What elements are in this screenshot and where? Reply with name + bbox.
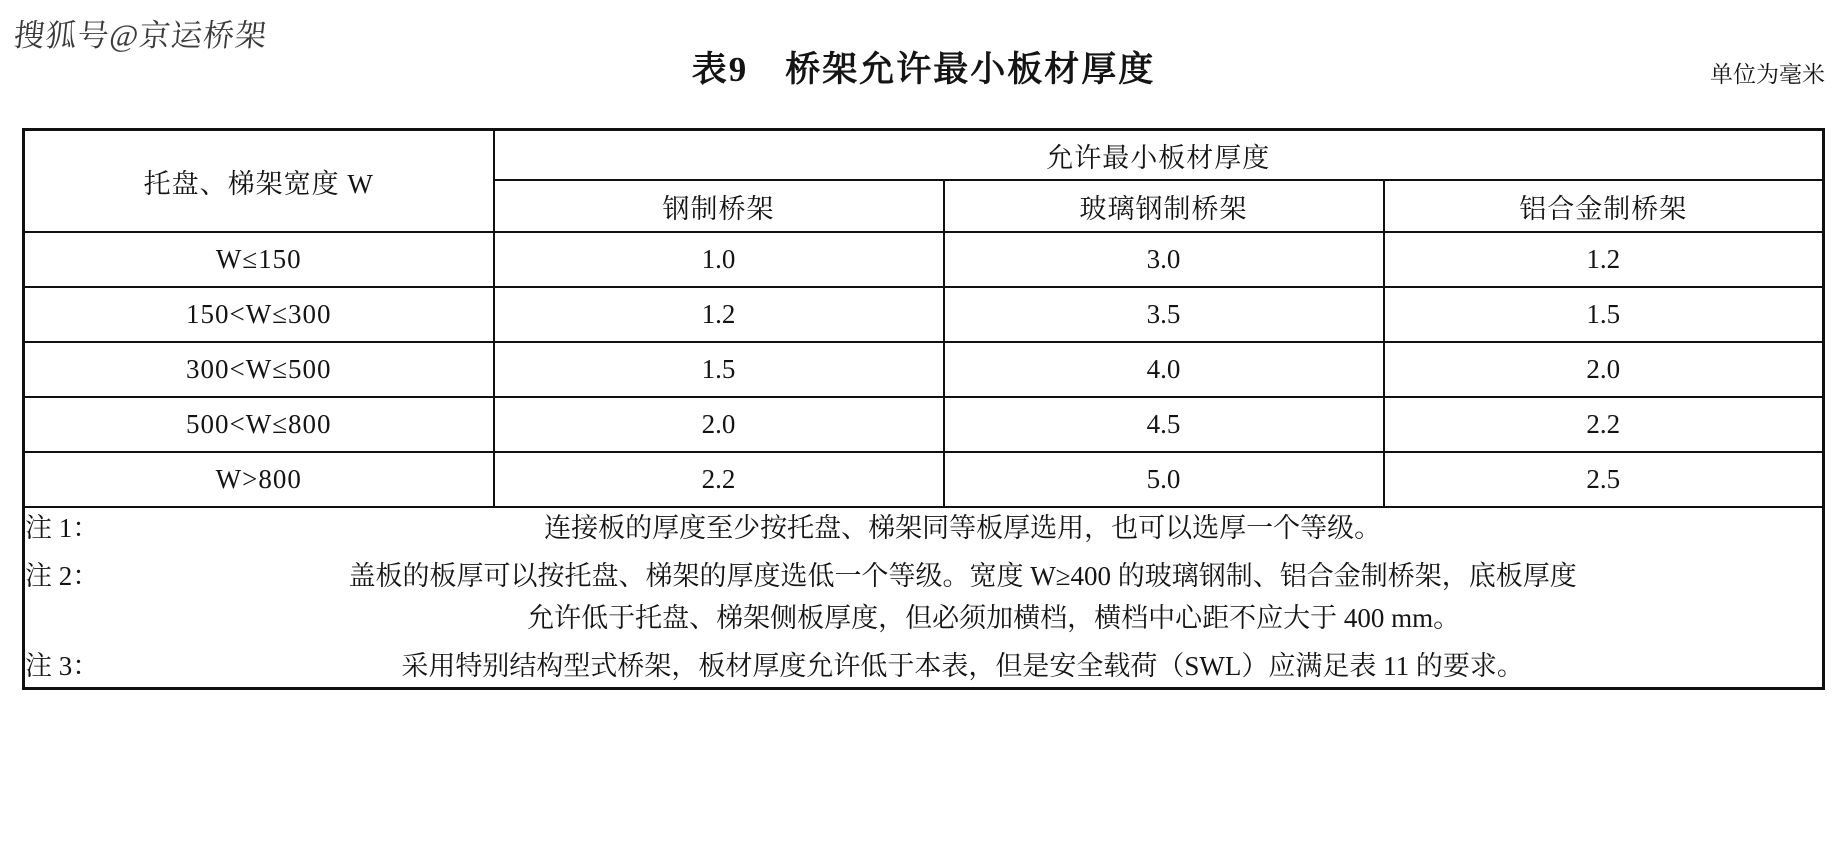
header-cell-group: 允许最小板材厚度 [494, 130, 1824, 181]
note-item [25, 508, 1822, 550]
note-label: 注 1： [25, 513, 100, 543]
table-row [24, 342, 1824, 397]
page-title: 表9 桥架允许最小板材厚度 [691, 50, 1156, 89]
cell-steel: 2.2 [494, 452, 944, 507]
cell-frp: 3.5 [944, 287, 1384, 342]
cell-aluminium: 1.2 [1384, 232, 1824, 287]
unit-note: 单位为毫米 [1710, 62, 1825, 87]
table-row [24, 287, 1824, 342]
header-cell-width: 托盘、梯架宽度 W [24, 130, 494, 233]
header-cell-frp: 玻璃钢制桥架 [944, 180, 1384, 232]
note-text-line1: 盖板的板厚可以按托盘、梯架的厚度选低一个等级。宽度 W≥400 的玻璃钢制、铝合金制桥架，底板厚度 [348, 560, 1577, 591]
note-label: 注 2： [25, 560, 100, 591]
watermark-text: 搜狐号@京运桥架 [11, 18, 270, 53]
cell-frp: 4.0 [944, 342, 1384, 397]
cell-aluminium: 1.5 [1384, 287, 1824, 342]
cell-width: W≤150 [24, 232, 494, 287]
table-row [24, 397, 1824, 452]
note-text-line2: 允许低于托盘、梯架侧板厚度，但必须加横档，横档中心距不应大于 400 mm。 [527, 602, 1461, 633]
cell-width: W>800 [24, 452, 494, 507]
table-row [24, 232, 1824, 287]
table-row [24, 452, 1824, 507]
table-notes-row [24, 507, 1824, 689]
note-label: 注 3： [25, 650, 100, 681]
cell-aluminium: 2.0 [1384, 342, 1824, 397]
cell-frp: 3.0 [944, 232, 1384, 287]
cell-steel: 1.0 [494, 232, 944, 287]
cell-steel: 1.5 [494, 342, 944, 397]
spec-table [22, 128, 1825, 690]
table-header-area [0, 42, 1847, 98]
cell-width: 150<W≤300 [24, 287, 494, 342]
note-text: 连接板的厚度至少按托盘、梯架同等板厚选用，也可以选厚一个等级。 [544, 513, 1382, 543]
note-text: 采用特别结构型式桥架，板材厚度允许低于本表，但是安全载荷（SWL）应满足表 11 的要求。 [401, 650, 1524, 681]
table-header-row-1 [24, 130, 1824, 181]
cell-aluminium: 2.5 [1384, 452, 1824, 507]
cell-frp: 5.0 [944, 452, 1384, 507]
cell-steel: 2.0 [494, 397, 944, 452]
cell-steel: 1.2 [494, 287, 944, 342]
cell-aluminium: 2.2 [1384, 397, 1824, 452]
note-item [25, 646, 1822, 688]
cell-width: 300<W≤500 [24, 342, 494, 397]
header-cell-aluminium: 铝合金制桥架 [1384, 180, 1824, 232]
cell-width: 500<W≤800 [24, 397, 494, 452]
header-cell-steel: 钢制桥架 [494, 180, 944, 232]
cell-frp: 4.5 [944, 397, 1384, 452]
note-item [25, 556, 1822, 640]
note-text [103, 556, 1822, 640]
spec-table-wrapper [22, 128, 1822, 690]
notes-cell [24, 507, 1824, 689]
